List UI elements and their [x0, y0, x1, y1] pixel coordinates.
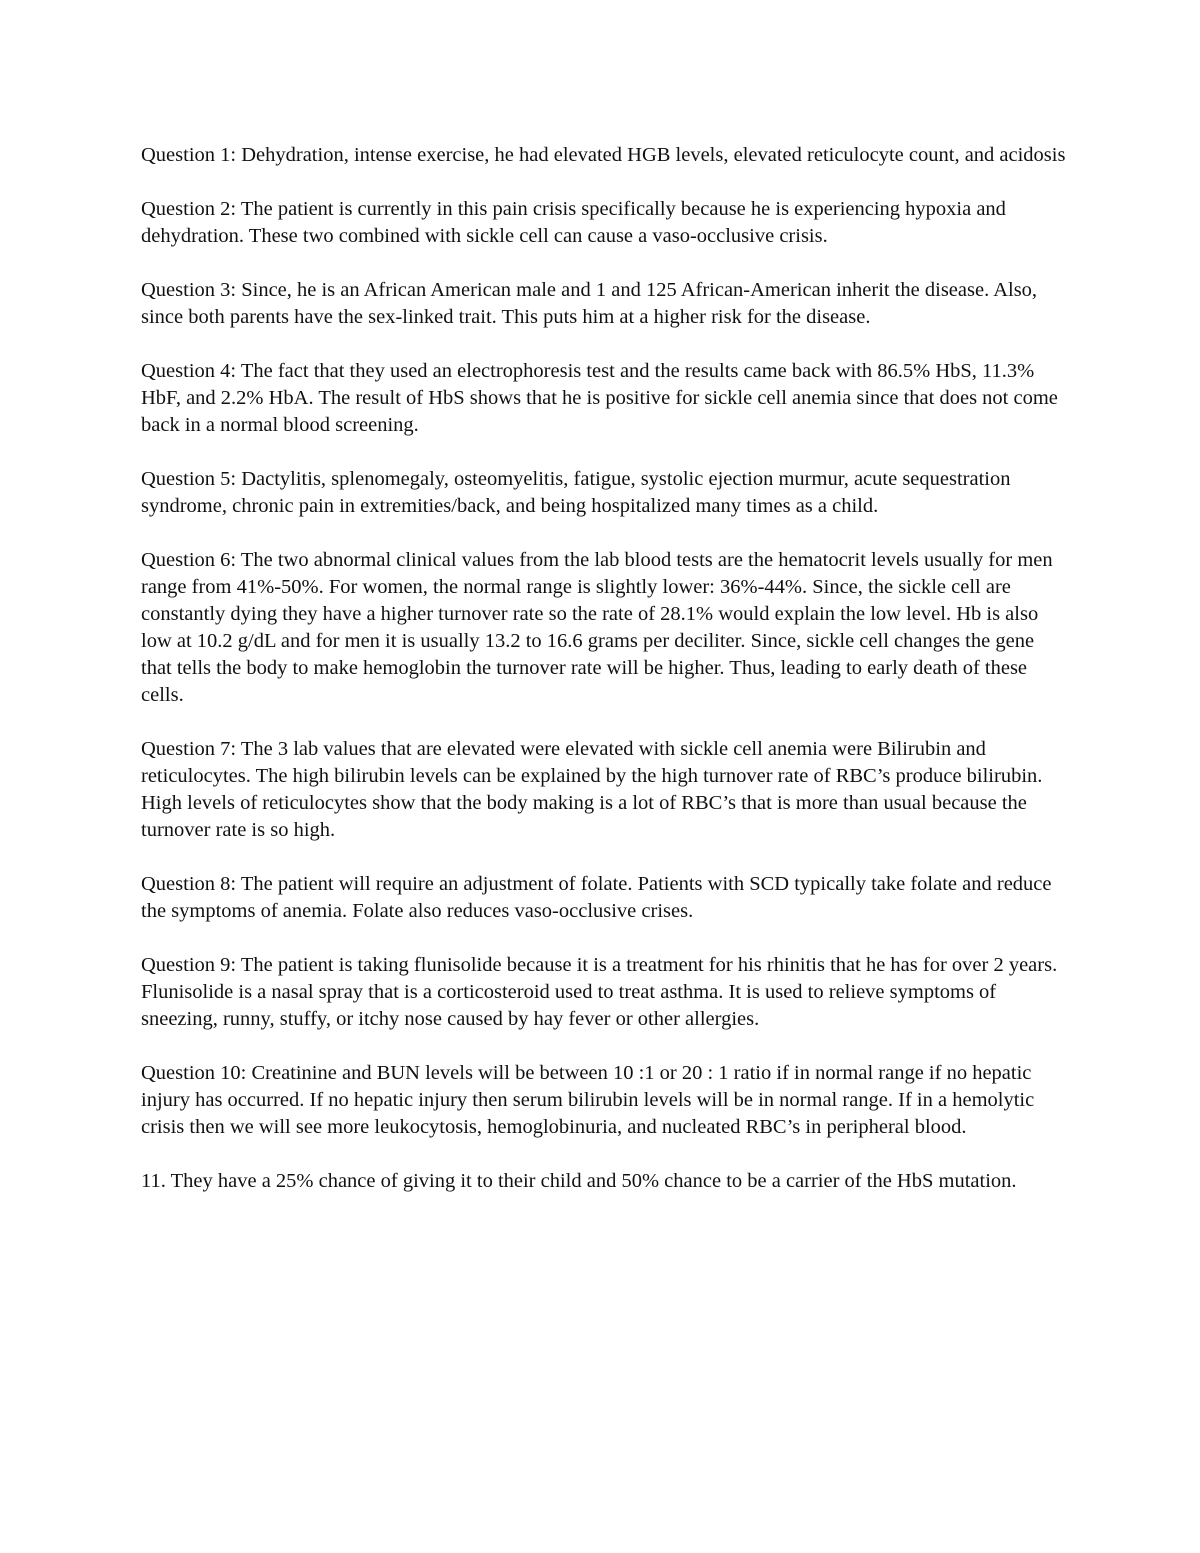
answer-question-5: Question 5: Dactylitis, splenomegaly, osteomyelitis, fatigue, systolic ejection murmur, acute sequestration syndrome, chronic pain in extremities/back, and being hospitalized many times as a child. — [141, 468, 1011, 517]
answer-question-2: Question 2: The patient is currently in this pain crisis specifically because he is experiencing hypoxia and dehydration. These two combined with sickle cell can cause a vaso-occlusive crisis. — [141, 198, 1006, 247]
answer-question-1: Question 1: Dehydration, intense exercise, he had elevated HGB levels, elevated reticulocyte count, and acidosis — [141, 144, 1066, 166]
answer-question-10: Question 10: Creatinine and BUN levels will be between 10 :1 or 20 : 1 ratio if in normal range if no hepatic injury has occurred. If no hepatic injury then serum bilirubin levels will be in normal range. If in a hemolytic crisis then we will see more leukocytosis, hemoglobinuria, and nucleated RBC’s in peripheral blood. — [141, 1062, 1035, 1138]
answer-question-3: Question 3: Since, he is an African American male and 1 and 125 African-American inherit the disease. Also, since both parents have the sex-linked trait. This puts him at a higher risk for the disease. — [141, 279, 1038, 328]
answer-question-6: Question 6: The two abnormal clinical values from the lab blood tests are the hematocrit levels usually for men range from 41%-50%. For women, the normal range is slightly lower: 36%-44%. Since, the sickle cell are constantly dying they have a higher turnover rate so the rate of 28.1% would explain the low level. Hb is also low at 10.2 g/dL and for men it is usually 13.2 to 16.6 grams per deciliter. Since, sickle cell changes the gene that tells the body to make hemoglobin the turnover rate will be higher. Thus, leading to early death of these cells. — [141, 549, 1053, 706]
answer-question-4: Question 4: The fact that they used an electrophoresis test and the results came back with 86.5% HbS, 11.3% HbF, and 2.2% HbA. The result of HbS shows that he is positive for sickle cell anemia since that does not come back in a normal blood screening. — [141, 360, 1058, 436]
answer-question-7: Question 7: The 3 lab values that are elevated were elevated with sickle cell anemia were Bilirubin and reticulocytes. The high bilirubin levels can be explained by the high turnover rate of RBC’s produce bilirubin. High levels of reticulocytes show that the body making is a lot of RBC’s that is more than usual because the turnover rate is so high. — [141, 738, 1043, 841]
answer-question-8: Question 8: The patient will require an adjustment of folate. Patients with SCD typically take folate and reduce the symptoms of anemia. Folate also reduces vaso-occlusive crises. — [141, 873, 1052, 922]
answer-question-9: Question 9: The patient is taking flunisolide because it is a treatment for his rhinitis that he has for over 2 years. Flunisolide is a nasal spray that is a corticosteroid used to treat asthma. It is used to relieve symptoms of sneezing, runny, stuffy, or itchy nose caused by hay fever or other allergies. — [141, 954, 1058, 1030]
answer-question-11: 11. They have a 25% chance of giving it to their child and 50% chance to be a carrier of the HbS mutation. — [141, 1170, 1017, 1192]
document-page — [141, 142, 1066, 1222]
